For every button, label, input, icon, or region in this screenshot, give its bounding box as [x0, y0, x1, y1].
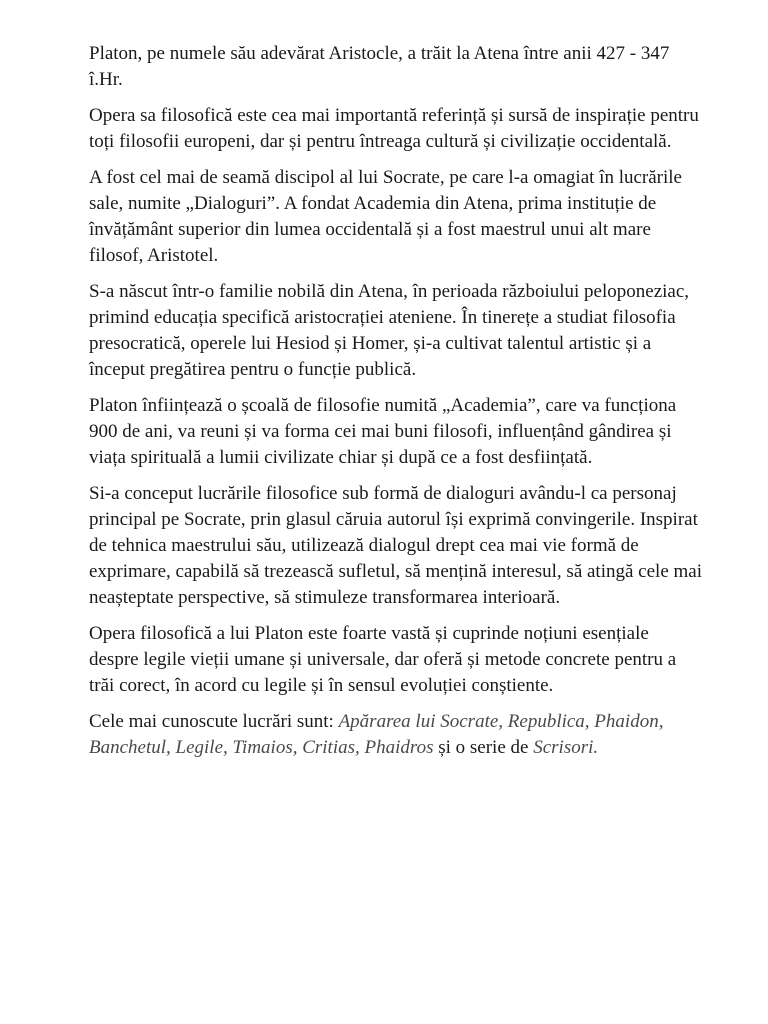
paragraph-birth-education: S-a născut într-o familie nobilă din Atena, în perioada războiului peloponeziac, primind educația specifică aristocrației ateniene. În tinerețe a studiat filosofia presocratică, operele lui Hesiod și Homer, și-a cultivat talentul artistic și a început pregătirea pentru o funcție publică.	[89, 281, 690, 380]
paragraph-socrates-disciple: A fost cel mai de seamă discipol al lui Socrate, pe care l-a omagiat în lucrările sale, numite „Dialoguri”. A fondat Academia din Atena, prima instituție de învățământ superior din lumea occidentală și a fost maestrul unui alt mare filosof, Aristotel.	[89, 167, 682, 266]
paragraph-academy: Platon înființează o școală de filosofie numită „Academia”, care va funcționa 900 de ani, va reuni și va forma cei mai buni filosofi, influențând gândirea și viața spirituală a lumii civilizate chiar și după ce a fost desființată.	[89, 395, 677, 468]
known-works-end: .	[593, 737, 599, 758]
paragraph-intro: Platon, pe numele său adevărat Aristocle, a trăit la Atena între anii 427 - 347 î.Hr.	[89, 43, 670, 90]
known-works-letters: Scrisori	[533, 737, 594, 758]
known-works-connector: și o serie de	[433, 737, 534, 758]
paragraph-importance: Opera sa filosofică este cea mai importantă referință și sursă de inspirație pentru toți filosofii europeni, dar și pentru întreaga cultură și civilizație occidentală.	[89, 105, 699, 152]
paragraph-dialogues: Si-a conceput lucrările filosofice sub formă de dialoguri avându-l ca personaj principal pe Socrate, prin glasul căruia autorul își exprimă convingerile. Inspirat de tehnica maestrului său, utilizează dialogul drept cea mai vie formă de exprimare, capabilă să trezească sufletul, să mențină interesul, să atingă cele mai neașteptate perspective, să stimuleze transformarea interioară.	[89, 483, 702, 608]
paragraph-known-works	[89, 709, 703, 761]
known-works-list: Apărarea lui Socrate, Republica, Phaidon, Banchetul, Legile, Timaios, Critias, Phaidros	[89, 711, 664, 758]
paragraph-vast-work: Opera filosofică a lui Platon este foarte vastă și cuprinde noțiuni esențiale despre legile vieții umane și universale, dar oferă și metode concrete pentru a trăi corect, în acord cu legile și în sensul evoluției conștiente.	[89, 623, 677, 696]
document-page	[89, 41, 703, 771]
known-works-intro: Cele mai cunoscute lucrări sunt:	[89, 711, 339, 732]
